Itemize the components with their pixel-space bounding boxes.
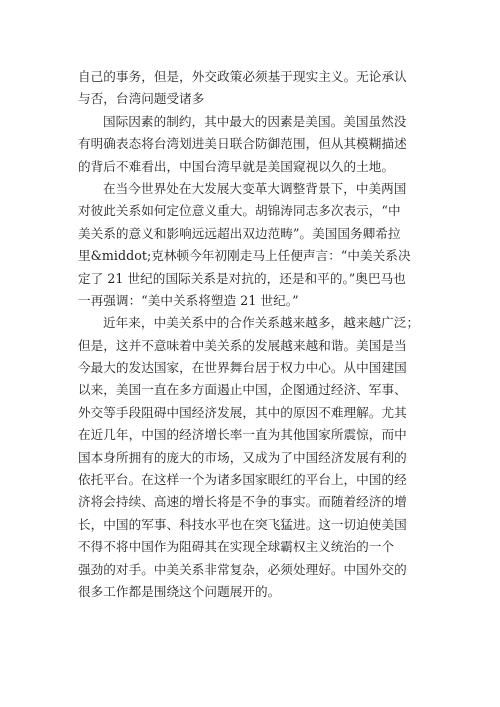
text-line: 一再强调：“美中关系将塑造 21 世纪。” (78, 292, 299, 308)
text-line: 国本身所拥有的庞大的市场，又成为了中国经济发展有利的 (78, 449, 407, 465)
text-line: 长，中国的军事、科技水平也在突飞猛进。这一切迫使美国 (78, 516, 407, 532)
text-line: 近年来，中美关系中的合作关系越来越多，越来越广泛； (103, 315, 420, 331)
text-line: 的背后不难看出，中国台湾早就是美国窥视以久的土地。 (78, 158, 395, 174)
text-line: 在当今世界处在大发展大变革大调整背景下，中美两国 (103, 180, 407, 196)
text-line: 依托平台。在这样一个为诸多国家眼红的平台上，中国的经 (78, 472, 407, 488)
paragraph (78, 312, 428, 603)
text-line: 以来，美国一直在多方面遏止中国，企图通过经济、军事、 (78, 382, 407, 398)
text-line: 很多工作都是围绕这个问题展开的。 (78, 583, 281, 599)
paragraph (78, 178, 428, 312)
text-line: 国际因素的制约，其中最大的因素是美国。美国虽然没 (103, 113, 407, 129)
text-line: 定了 21 世纪的国际关系是对抗的，还是和平的。”奥巴马也 (78, 270, 406, 286)
text-line: 济将会持续、高速的增长将是不争的事实。而随着经济的增 (78, 494, 407, 510)
paragraph (78, 66, 428, 111)
text-line: 强劲的对手。中美关系非常复杂，必须处理好。中国外交的 (78, 561, 407, 577)
text-line: 与否，台湾问题受诸多 (78, 91, 205, 107)
text-line: 美关系的意义和影响远远超出双边范畴”。美国国务卿希拉 (78, 225, 401, 241)
text-line: 不得不将中国作为阻碍其在实现全球霸权主义统治的一个 (78, 539, 395, 555)
text-line: 有明确表态将台湾划进美日联合防御范围，但从其模糊描述 (78, 136, 407, 152)
text-line: 但是，这并不意味着中美关系的发展越来越和谐。美国是当 (78, 337, 407, 353)
text-line: 外交等手段阻碍中国经济发展，其中的原因不难理解。尤其 (78, 404, 407, 420)
text-line: 今最大的发达国家，在世界舞台居于权力中心。从中国建国 (78, 360, 407, 376)
text-line: 在近几年，中国的经济增长率一直为其他国家所震惊，而中 (78, 427, 407, 443)
paragraph (78, 111, 428, 178)
text-line: 自己的事务，但是，外交政策必须基于现实主义。无论承认 (78, 69, 407, 84)
text-line: 对彼此关系如何定位意义重大。胡锦涛同志多次表示，“中 (78, 203, 401, 219)
body-text (78, 66, 428, 603)
text-line: 里&middot;克林顿今年初刚走马上任便声言：“中美关系决 (78, 248, 411, 264)
